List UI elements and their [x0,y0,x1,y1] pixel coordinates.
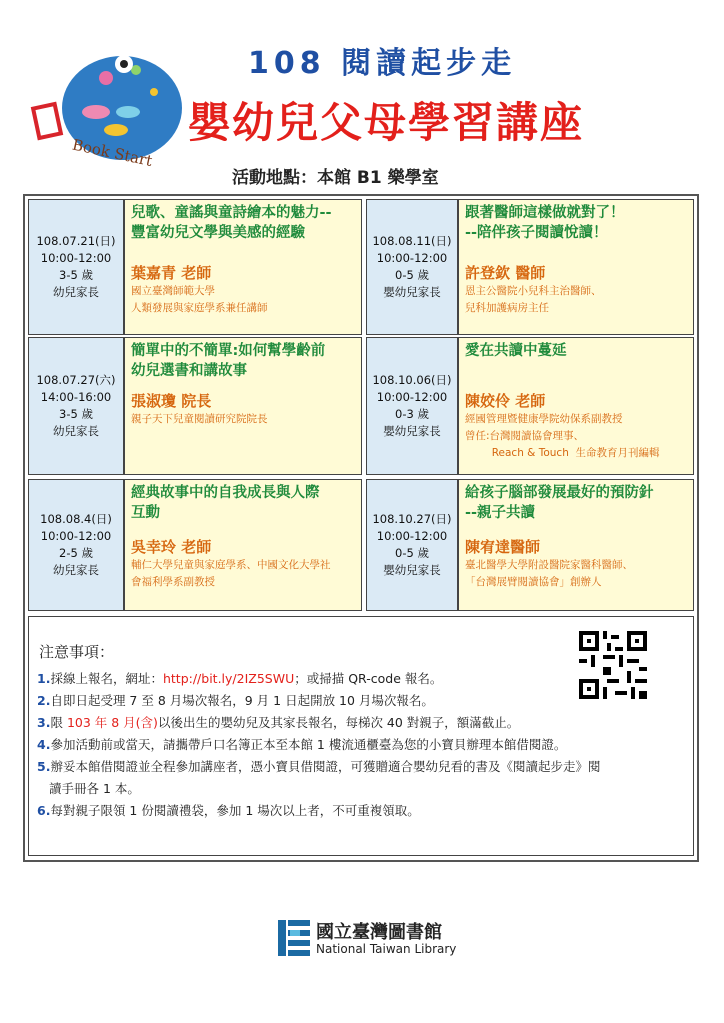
speaker-name: 葉嘉青 老師 [131,264,212,282]
speaker-name: 陳宥達醫師 [465,538,541,556]
topic-line: 愛在共讀中蔓延 [465,343,567,359]
session-date: 108.07.21(日) [36,234,116,248]
note-number: 4. [37,737,51,752]
topic-line: --親子共讀 [465,505,536,521]
session-date: 108.10.27(日) [372,512,452,526]
session-date-cell [366,199,458,335]
speaker-affiliation: 會福利學系副教授 [131,576,215,588]
speaker-affiliation: 「台灣展臂閱讀協會」創辦人 [465,576,602,588]
note-item [37,800,685,822]
speaker-name: 許登欽 醫師 [465,264,546,282]
note-text: 參加活動前或當天，請攜帶戶口名簿正本至本館 1 樓流通櫃臺為您的小寶貝辦理本館借閱證。 [50,737,567,752]
note-number: 1. [37,671,51,686]
session-audience: 嬰幼兒家長 [383,563,441,577]
speaker-affiliation: 兒科加護病房主任 [465,302,549,314]
library-name-zh: 國立臺灣圖書館 [316,922,442,943]
library-logo [278,918,478,962]
topic-line: 給孩子腦部發展最好的預防針 [465,485,654,501]
notes-panel [28,616,694,856]
note-text: 每對親子限領 1 份閱讀禮袋，參加 1 場次以上者，不可重複領取。 [50,803,420,818]
session-time: 10:00-12:00 [40,251,112,265]
session-topic-cell [124,337,362,475]
speaker-affiliation: 經國管理暨健康學院幼保系副教授 [465,413,623,425]
speaker-affiliation: Reach & Touch 生命教育月刊編輯 [465,447,660,459]
session-date: 108.10.06(日) [372,373,452,387]
session-age: 2-5 歲 [59,546,93,560]
note-number: 3. [37,715,51,730]
library-emblem-icon [278,920,310,956]
session-topic-cell [458,337,694,475]
note-text: 限 [50,715,67,730]
session-date: 108.08.11(日) [372,234,452,248]
venue: 活動地點：本館 B1 樂學室 [232,168,439,188]
note-item [37,712,685,734]
session-topic-cell [124,479,362,611]
note-item [37,756,685,800]
session-time: 10:00-12:00 [376,390,448,404]
library-name-en: National Taiwan Library [316,942,457,956]
session-time: 10:00-12:00 [376,251,448,265]
note-text: ；或掃描 QR-code 報名。 [294,671,443,686]
session-audience: 嬰幼兒家長 [383,285,441,299]
topic-line: 簡單中的不簡單:如何幫學齡前 [131,343,326,359]
topic-line: --陪伴孩子閱讀悅讀！ [465,225,608,241]
logo-text: Book Start [70,135,154,170]
speaker-affiliation: 恩主公醫院小兒科主治醫師、 [465,285,602,297]
qr-code[interactable] [579,631,647,699]
session-date-cell [366,337,458,475]
session-date-cell [28,337,124,475]
session-date-cell [366,479,458,611]
topic-line: 兒歌、童謠與童詩繪本的魅力-- [131,205,332,221]
speaker-affiliation: 曾任:台灣閱讀協會理事、 [465,430,585,442]
note-number: 5. [37,759,51,774]
session-audience: 幼兒家長 [53,563,99,577]
speaker-name: 吳幸玲 老師 [131,538,212,556]
note-text: 自即日起受理 7 至 8 月場次報名，9 月 1 日起開放 10 月場次報名。 [50,693,434,708]
session-audience: 嬰幼兒家長 [383,424,441,438]
session-topic-cell [124,199,362,335]
title-line2: 嬰幼兒父母學習講座 [188,98,585,147]
session-audience: 幼兒家長 [53,424,99,438]
speaker-affiliation: 國立臺灣師範大學 [131,285,215,297]
session-age: 3-5 歲 [59,268,93,282]
note-text: 讀手冊各 1 本。 [49,781,140,796]
session-date: 108.08.4(日) [40,512,112,526]
title-line1: 108 閱讀起步走 [248,46,517,81]
speaker-name: 陳姣伶 老師 [465,392,546,410]
note-number: 6. [37,803,51,818]
session-date: 108.07.27(六) [36,373,116,387]
note-text: 採線上報名，網址： [50,671,163,686]
topic-line: 幼兒選書和講故事 [131,363,247,379]
signup-link[interactable]: http://bit.ly/2IZ5SWU [162,671,295,686]
topic-line: 跟著醫師這樣做就對了！ [465,205,625,221]
session-age: 0-5 歲 [395,268,429,282]
topic-line: 經典故事中的自我成長與人際 [131,485,320,501]
speaker-name: 張淑瓊 院長 [131,392,212,410]
note-text: 辦妥本館借閱證並全程參加講座者，憑小寶貝借閱證，可獲贈適合嬰幼兒看的書及《閱讀起步走》閱 [50,759,601,774]
speaker-affiliation: 人類發展與家庭學系兼任講師 [131,302,268,314]
session-date-cell [28,199,124,335]
session-time: 10:00-12:00 [376,529,448,543]
session-age: 0-5 歲 [395,546,429,560]
speaker-affiliation: 親子天下兒童閱讀研究院院長 [131,413,268,425]
notes-heading: 注意事項： [39,643,115,661]
note-number: 2. [37,693,51,708]
speaker-affiliation: 臺北醫學大學附設醫院家醫科醫師、 [465,559,633,571]
session-date-cell [28,479,124,611]
note-text: 以後出生的嬰幼兒及其家長報名，每梯次 40 對親子，額滿截止。 [157,715,520,730]
book-start-logo [24,40,186,170]
topic-line: 豐富幼兒文學與美感的經驗 [131,225,305,241]
note-item [37,734,685,756]
session-topic-cell [458,199,694,335]
session-time: 10:00-12:00 [40,529,112,543]
session-topic-cell [458,479,694,611]
note-highlight: 103 年 8 月(含) [66,715,158,730]
speaker-affiliation: 輔仁大學兒童與家庭學系、中國文化大學社 [131,559,331,571]
session-grid [28,199,694,611]
topic-line: 互動 [131,505,160,521]
session-time: 14:00-16:00 [40,390,112,404]
schedule-frame [23,194,699,862]
session-age: 0-3 歲 [395,407,429,421]
session-audience: 幼兒家長 [53,285,99,299]
session-age: 3-5 歲 [59,407,93,421]
